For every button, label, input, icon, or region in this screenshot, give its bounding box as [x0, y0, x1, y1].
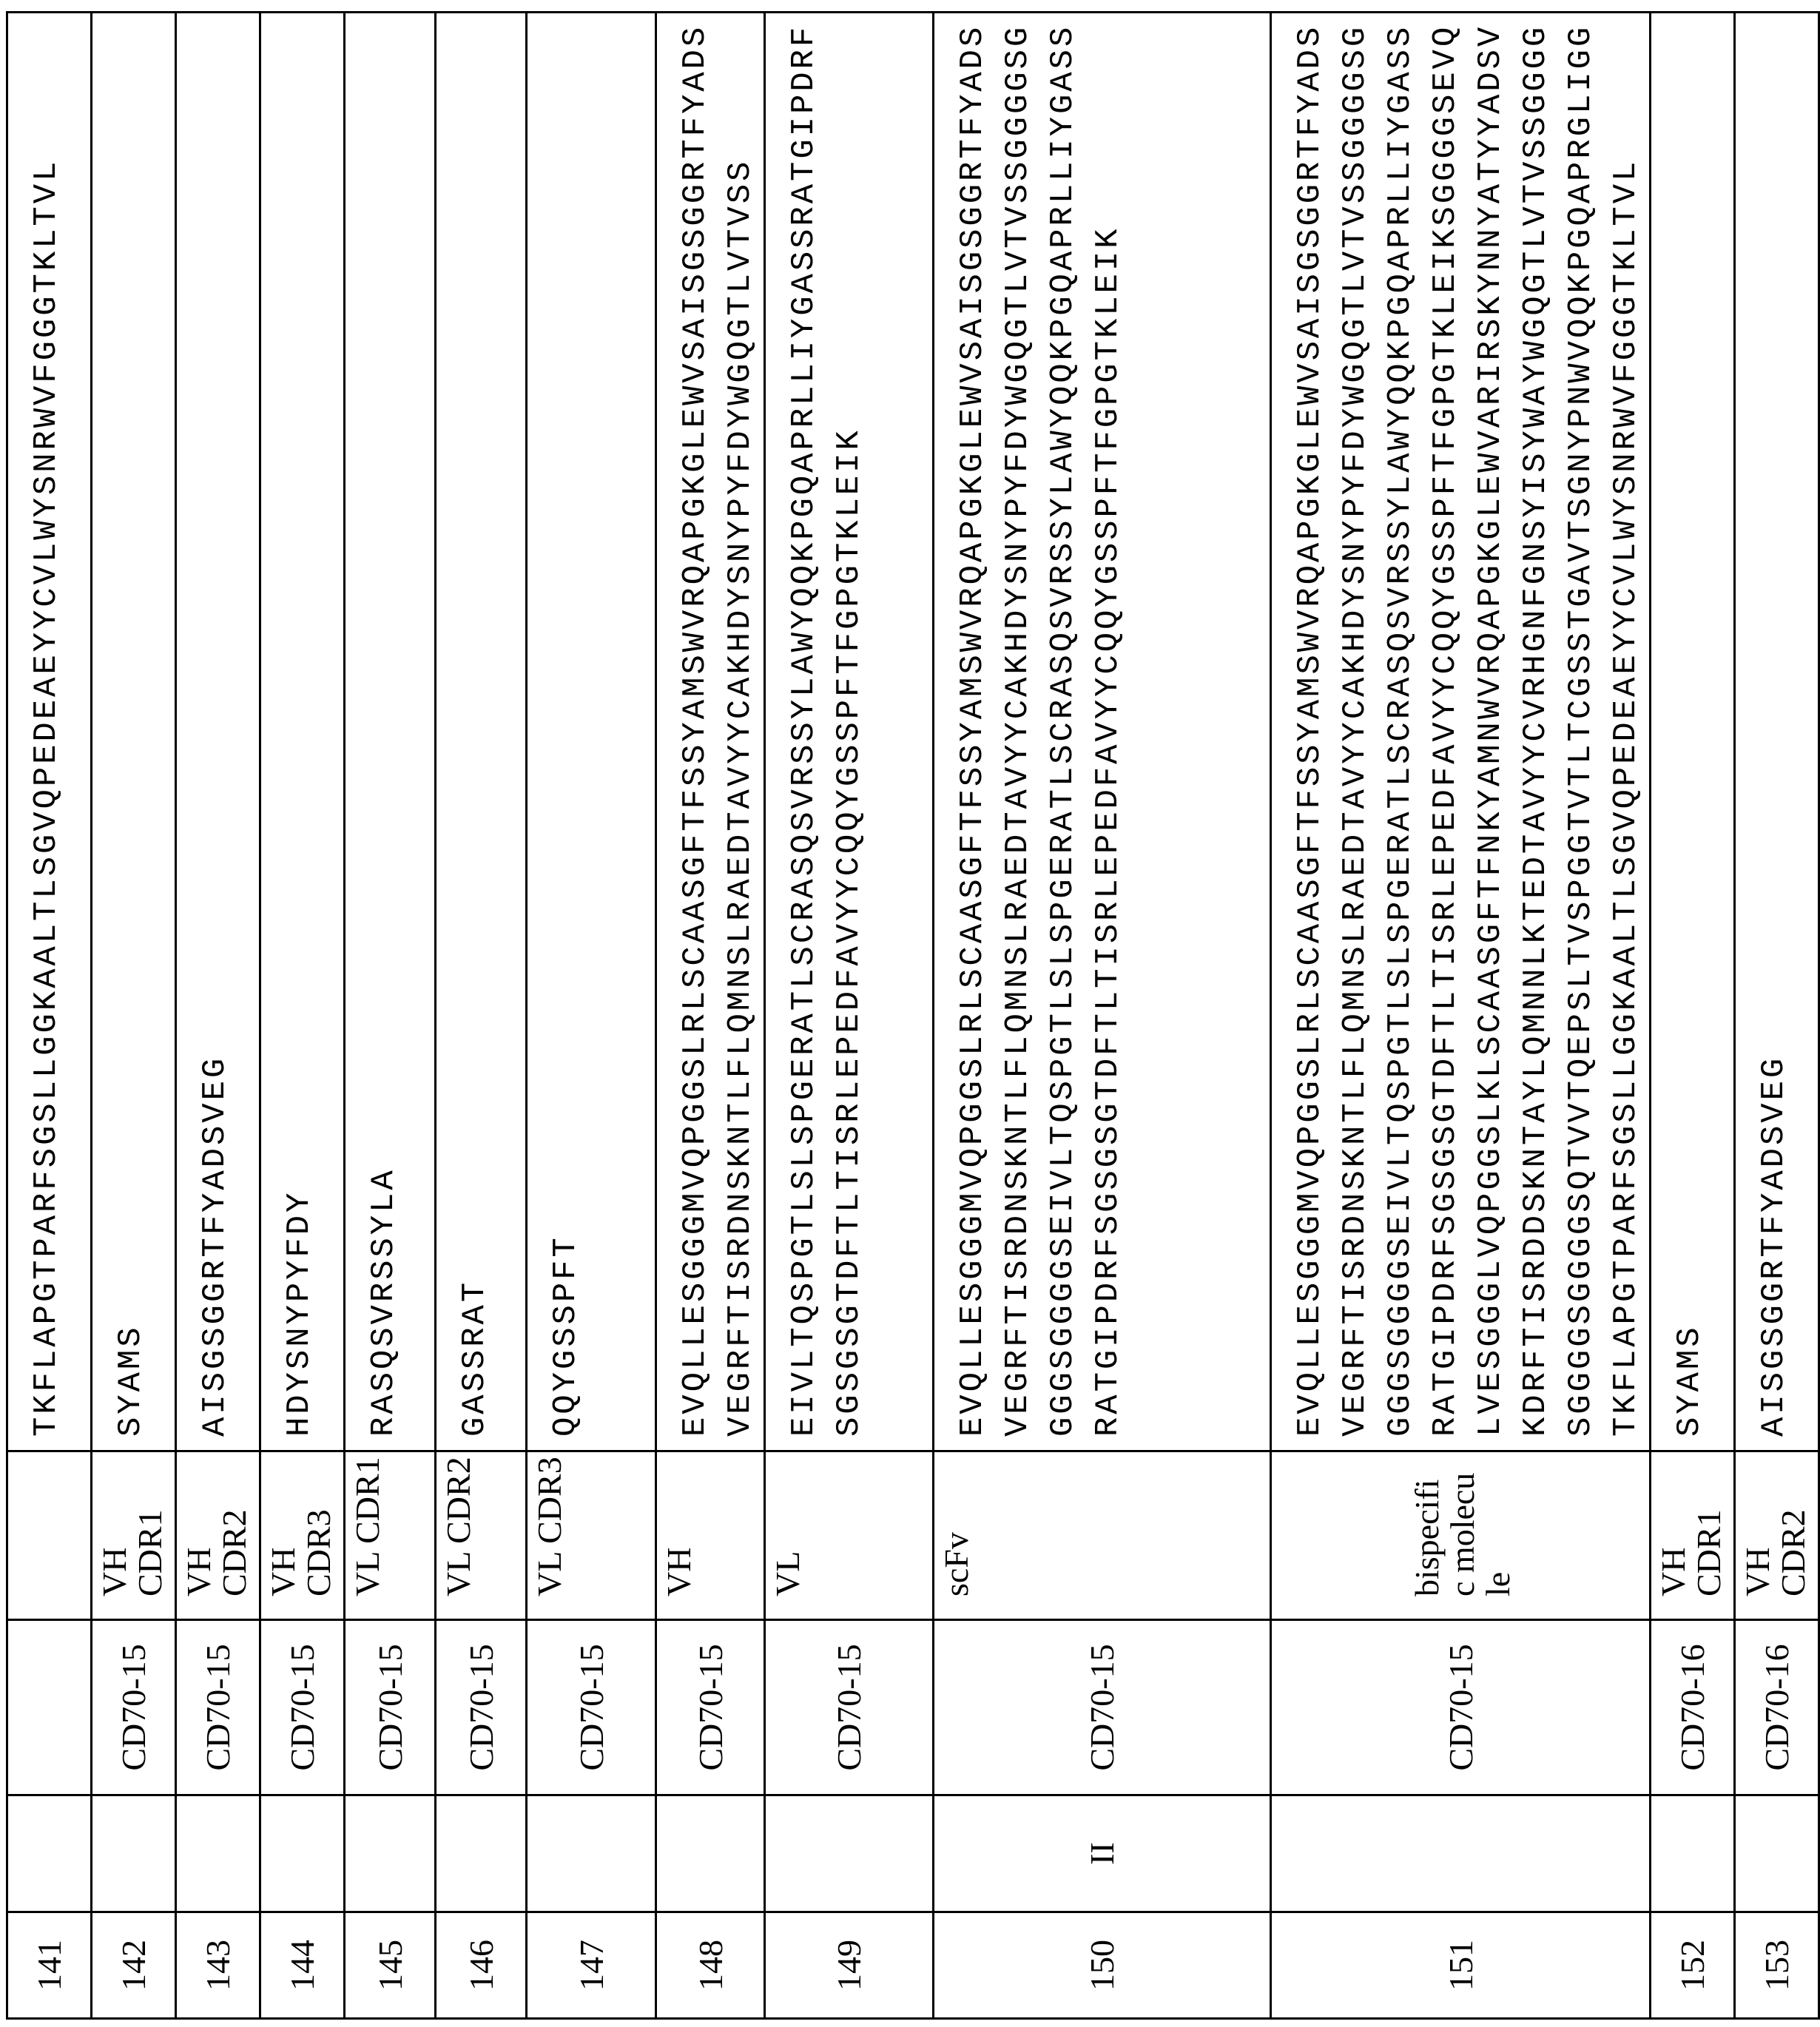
class-cell: [527, 1795, 656, 1912]
sequence-line: AISGSGGRTFYADSVEG: [193, 13, 238, 1437]
region-type-cell: bispecific molecule: [1271, 1451, 1651, 1620]
sequence-line: EVQLLESGGGMVQPGGSLRLSCAASGFTFSSYAMSWVRQAPGKGLEWVSAISGSGGRTFYADS: [1288, 13, 1333, 1437]
sequence-cell: [1271, 13, 1651, 1451]
sequence-cell: [176, 13, 260, 1451]
table-row: [260, 13, 345, 2019]
table-row: [1735, 13, 1819, 2019]
sequence-line: RATGIPDRFSGSGSGTDFTLTISRLEPEDFAVYYCQQYGSSPFTFGPGTKLEIK: [1086, 13, 1131, 1437]
antibody-name-cell: CD70-15: [934, 1620, 1271, 1795]
class-cell: [1651, 1795, 1735, 1912]
region-type-cell: VH CDR1: [1651, 1451, 1735, 1620]
seq-id-cell: 146: [436, 1912, 527, 2019]
class-cell: [176, 1795, 260, 1912]
antibody-name-cell: CD70-15: [527, 1620, 656, 1795]
table-row: [527, 13, 656, 2019]
sequence-line: SYAMS: [1668, 13, 1713, 1437]
seq-id-cell: 145: [345, 1912, 436, 2019]
table-row: [345, 13, 436, 2019]
sequence-cell: [765, 13, 934, 1451]
sequence-table: [6, 11, 1820, 2020]
sequence-line: QQYGSSPFT: [544, 13, 589, 1437]
sequence-line: EVQLLESGGGMVQPGGSLRLSCAASGFTFSSYAMSWVRQAPGKGLEWVSAISGSGGRTFYADS: [673, 13, 718, 1437]
sequence-line: HDYSNYPYFDY: [277, 13, 323, 1437]
sequence-cell: [656, 13, 765, 1451]
antibody-name-cell: CD70-15: [260, 1620, 345, 1795]
sequence-line: GGGSGGGGSEIVLTQSPGTLSLSPGERATLSCRASQSVRSSYLAWYQQKPGQAPRLLIYGASS: [1378, 13, 1423, 1437]
table-row: [176, 13, 260, 2019]
sequence-line: TKFLAPGTPARFSGSLLGGKAALTLSGVQPEDEAEYYCVLWYSNRWVFGGGTKLTVL: [1604, 13, 1649, 1437]
region-type-cell: VH CDR2: [176, 1451, 260, 1620]
antibody-name-cell: CD70-15: [345, 1620, 436, 1795]
table-row: [1271, 13, 1651, 2019]
region-type-cell: [7, 1451, 92, 1620]
sequence-cell: [92, 13, 176, 1451]
region-type-cell: VL: [765, 1451, 934, 1620]
class-cell: [7, 1795, 92, 1912]
table-row: [436, 13, 527, 2019]
seq-id-cell: 148: [656, 1912, 765, 2019]
class-cell: [1271, 1795, 1651, 1912]
sequence-line: SGGGGSGGGGSQTVVTQEPSLTVSPGGTVTLTCGSSTGAVTSGNYPNWVQQKPGQAPRGLIGG: [1559, 13, 1604, 1437]
class-cell: II: [934, 1795, 1271, 1912]
class-cell: [1735, 1795, 1819, 1912]
seq-id-cell: 149: [765, 1912, 934, 2019]
seq-id-cell: 141: [7, 1912, 92, 2019]
sequence-line: LVESGGGLVQPGGSLKLSCAASGFTFNKYAMNWVRQAPGKGLEWVARIRSKYNNYATYYADSV: [1469, 13, 1514, 1437]
seq-id-cell: 153: [1735, 1912, 1819, 2019]
sequence-line: SYAMS: [109, 13, 154, 1437]
antibody-name-cell: CD70-16: [1735, 1620, 1819, 1795]
sequence-cell: [260, 13, 345, 1451]
sequence-line: VEGRFTISRDNSKNTLFLQMNSLRAEDTAVYYCAKHDYSNYPYFDYWGQGTLVTVSS: [718, 13, 764, 1437]
sequence-line: KDRFTISRDDSKNTAYLQMNNLKTEDTAVYYCVRHGNFGNSYISYWAYWGQGTLVTVSSGGGG: [1514, 13, 1559, 1437]
class-cell: [345, 1795, 436, 1912]
sequence-line: EVQLLESGGGMVQPGGSLRLSCAASGFTFSSYAMSWVRQAPGKGLEWVSAISGSGGRTFYADS: [951, 13, 996, 1437]
sequence-cell: [1651, 13, 1735, 1451]
table-row: [765, 13, 934, 2019]
antibody-name-cell: CD70-15: [92, 1620, 176, 1795]
region-type-cell: VH CDR3: [260, 1451, 345, 1620]
antibody-name-cell: CD70-15: [436, 1620, 527, 1795]
sequence-line: GASSRAT: [453, 13, 498, 1437]
sequence-line: GGGSGGGGSEIVLTQSPGTLSLSPGERATLSCRASQSVRSSYLAWYQQKPGQAPRLLIYGASS: [1041, 13, 1086, 1437]
antibody-name-cell: CD70-15: [765, 1620, 934, 1795]
region-type-cell: VL CDR2: [436, 1451, 527, 1620]
sequence-line: SGSGSGTDFTLTISRLEPEDFAVYYCQQYGSSPFTFGPGTKLEIK: [827, 13, 872, 1437]
antibody-name-cell: [7, 1620, 92, 1795]
class-cell: [92, 1795, 176, 1912]
class-cell: [765, 1795, 934, 1912]
seq-id-cell: 147: [527, 1912, 656, 2019]
region-type-cell: VH CDR2: [1735, 1451, 1819, 1620]
region-type-cell: VH: [656, 1451, 765, 1620]
sequence-cell: [934, 13, 1271, 1451]
table-row: [1651, 13, 1735, 2019]
table-row: [934, 13, 1271, 2019]
sequence-line: RASQSVRSSYLA: [362, 13, 407, 1437]
region-type-cell: scFv: [934, 1451, 1271, 1620]
table-row: [92, 13, 176, 2019]
antibody-name-cell: CD70-15: [1271, 1620, 1651, 1795]
seq-id-cell: 151: [1271, 1912, 1651, 2019]
sequence-line: VEGRFTISRDNSKNTLFLQMNSLRAEDTAVYYCAKHDYSNYPYFDYWGQGTLVTVSSGGGGSG: [996, 13, 1041, 1437]
sequence-cell: [1735, 13, 1819, 1451]
seq-id-cell: 143: [176, 1912, 260, 2019]
antibody-name-cell: CD70-16: [1651, 1620, 1735, 1795]
antibody-name-cell: CD70-15: [656, 1620, 765, 1795]
region-type-cell: VH CDR1: [92, 1451, 176, 1620]
sequence-cell: [527, 13, 656, 1451]
table-row: [7, 13, 92, 2019]
sequence-cell: [436, 13, 527, 1451]
sequence-line: RATGIPDRFSGSGSGTDFTLTISRLEPEDFAVYYCQQYGSSPFTFGPGTKLEIKSGGGGSEVQ: [1423, 13, 1469, 1437]
sequence-cell: [345, 13, 436, 1451]
rotated-page: [0, 0, 1430, 2027]
sequence-line: EIVLTQSPGTLSLSPGERATLSCRASQSVRSSYLAWYQQKPGQAPRLLIYGASSRATGIPDRF: [782, 13, 827, 1437]
region-type-cell: VL CDR3: [527, 1451, 656, 1620]
sequence-line: TKFLAPGTPARFSGSLLGGKAALTLSGVQPEDEAEYYCVLWYSNRWVFGGGTKLTVL: [24, 13, 70, 1437]
seq-id-cell: 152: [1651, 1912, 1735, 2019]
seq-id-cell: 150: [934, 1912, 1271, 2019]
region-type-cell: VL CDR1: [345, 1451, 436, 1620]
antibody-name-cell: CD70-15: [176, 1620, 260, 1795]
class-cell: [260, 1795, 345, 1912]
table-row: [656, 13, 765, 2019]
sequence-line: VEGRFTISRDNSKNTLFLQMNSLRAEDTAVYYCAKHDYSNYPYFDYWGQGTLVTVSSGGGGSG: [1333, 13, 1378, 1437]
seq-id-cell: 142: [92, 1912, 176, 2019]
sequence-line: AISGSGGRTFYADSVEG: [1752, 13, 1797, 1437]
seq-id-cell: 144: [260, 1912, 345, 2019]
class-cell: [436, 1795, 527, 1912]
sequence-cell: [7, 13, 92, 1451]
class-cell: [656, 1795, 765, 1912]
